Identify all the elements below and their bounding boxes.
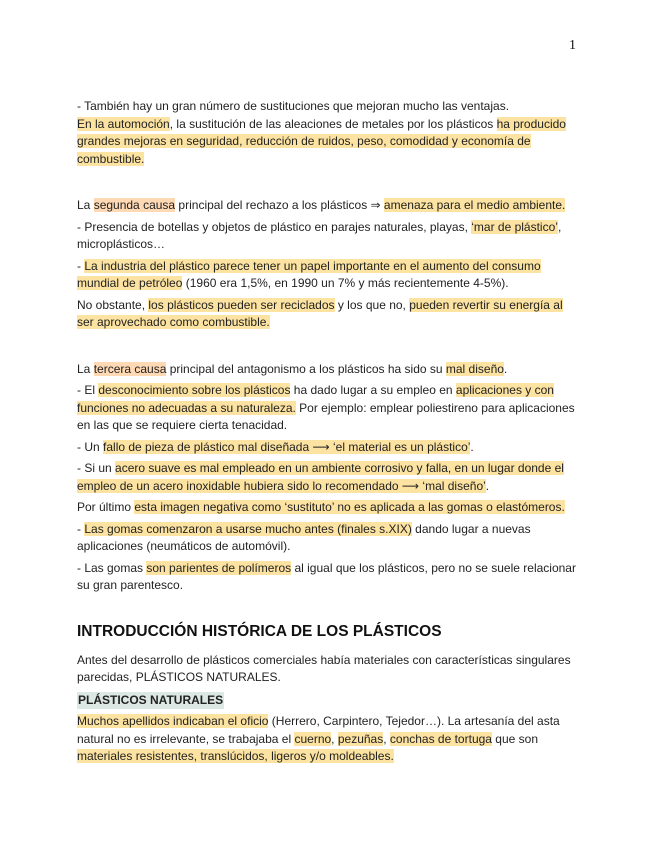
highlight: En la automoción	[77, 116, 170, 131]
text: -	[77, 258, 85, 273]
page-number: 1	[569, 38, 576, 53]
highlight: tercera causa	[93, 361, 167, 376]
text: No obstante,	[77, 297, 149, 312]
subsection-heading: PLÁSTICOS NATURALES	[77, 692, 224, 710]
paragraph	[77, 258, 582, 293]
highlight: esta imagen negativa como ‘sustituto’ no es aplicada a las gomas o elastómeros.	[134, 500, 565, 514]
text: La	[77, 361, 94, 376]
highlight: mal diseño	[445, 361, 504, 376]
highlight: desconocimiento sobre los plásticos	[98, 383, 291, 397]
section-heading: INTRODUCCIÓN HISTÓRICA DE LOS PLÁSTICOS	[77, 622, 442, 640]
document-body	[77, 98, 582, 766]
highlight: amenaza para el medio ambiente.	[383, 198, 566, 212]
highlight: aplicaciones y con funciones no adecuadas a su naturaleza.	[77, 383, 554, 415]
highlight: ha producido grandes mejoras en seguridad, reducción de ruidos, peso, comodidad y economía de combustible.	[77, 116, 566, 166]
text: ha dado lugar a su empleo en	[290, 383, 456, 397]
text: principal del rechazo a los plásticos ⇒	[175, 198, 384, 212]
highlight: conchas de tortuga	[389, 731, 492, 746]
paragraph	[77, 361, 582, 379]
text: Por último	[77, 500, 135, 514]
text: Por ejemplo: emplear poliestireno para aplicaciones en las que se requiere cierta tenacidad.	[77, 400, 575, 432]
text: dando lugar a nuevas aplicaciones (neumáticos de automóvil).	[77, 521, 531, 553]
highlight: ‘mar de plástico’	[471, 219, 558, 234]
text: - Presencia de botellas y objetos de plástico en parajes naturales, playas,	[77, 219, 472, 234]
highlight: los plásticos pueden ser reciclados	[148, 297, 335, 312]
text: y los que no,	[334, 297, 410, 312]
text: al igual que los plásticos, pero no se suele relacionar su gran parentesco.	[77, 560, 576, 592]
paragraph	[77, 98, 582, 116]
text: (Herrero, Carpintero, Tejedor…). La artesanía del asta natural no es irrelevante, se trabajaba el	[77, 714, 560, 746]
paragraph	[77, 439, 582, 457]
highlight: acero suave es mal empleado en un ambiente corrosivo y falla, en un lugar donde el empleo de un acero inoxidable hubiera sido lo recomendado ⟶ ‘mal diseño’	[77, 461, 564, 493]
text: , la sustitución de las aleaciones de metales por los plásticos	[169, 116, 497, 131]
paragraph	[77, 652, 582, 687]
text: - También hay un gran número de sustituciones que mejoran mucho las ventajas.	[77, 99, 510, 113]
text: (1960 era 1,5%, en 1990 un 7% y más recientemente 4-5%).	[182, 276, 509, 290]
text: .	[470, 439, 474, 454]
text: ,	[331, 731, 338, 746]
paragraph	[77, 116, 582, 169]
text: - El	[77, 383, 99, 397]
text: , microplásticos…	[77, 219, 562, 251]
highlight: pezuñas	[337, 731, 384, 746]
highlight: Muchos apellidos indicaban el oficio	[77, 714, 269, 728]
text: -	[77, 521, 85, 536]
text: La	[77, 198, 94, 212]
paragraph	[77, 521, 582, 556]
text: que son	[491, 731, 539, 746]
highlight: materiales resistentes, translúcidos, ligeros y/o moldeables.	[77, 749, 394, 763]
text: - Las gomas	[77, 560, 147, 575]
highlight: cuerno	[294, 731, 332, 746]
paragraph	[77, 197, 582, 215]
highlight: fallo de pieza de plástico mal diseñada ⟶ ‘el material es un plástico’	[103, 439, 471, 454]
text: - Un	[77, 439, 104, 454]
text: .	[503, 361, 508, 376]
highlight: segunda causa	[93, 198, 176, 212]
text: .	[485, 478, 490, 493]
paragraph	[77, 713, 582, 766]
paragraph	[77, 382, 582, 435]
highlight: La industria del plástico parece tener un papel importante en el aumento del consumo mundial de petróleo	[77, 258, 541, 290]
highlight: pueden revertir su energía al ser aprovechado como combustible.	[77, 297, 563, 329]
text: ,	[383, 731, 390, 746]
paragraph	[77, 219, 582, 254]
highlight: son parientes de polímeros	[146, 560, 292, 575]
paragraph	[77, 460, 582, 495]
text: - Si un	[77, 461, 116, 475]
highlight: Las gomas comenzaron a usarse mucho antes (finales s.XIX)	[84, 521, 412, 536]
paragraph	[77, 499, 582, 517]
paragraph	[77, 560, 582, 595]
paragraph	[77, 297, 582, 332]
text: principal del antagonismo a los plásticos ha sido su	[166, 361, 446, 376]
text: Antes del desarrollo de plásticos comerciales había materiales con características singulares parecidas, PLÁSTICOS NATURALES.	[77, 652, 571, 684]
